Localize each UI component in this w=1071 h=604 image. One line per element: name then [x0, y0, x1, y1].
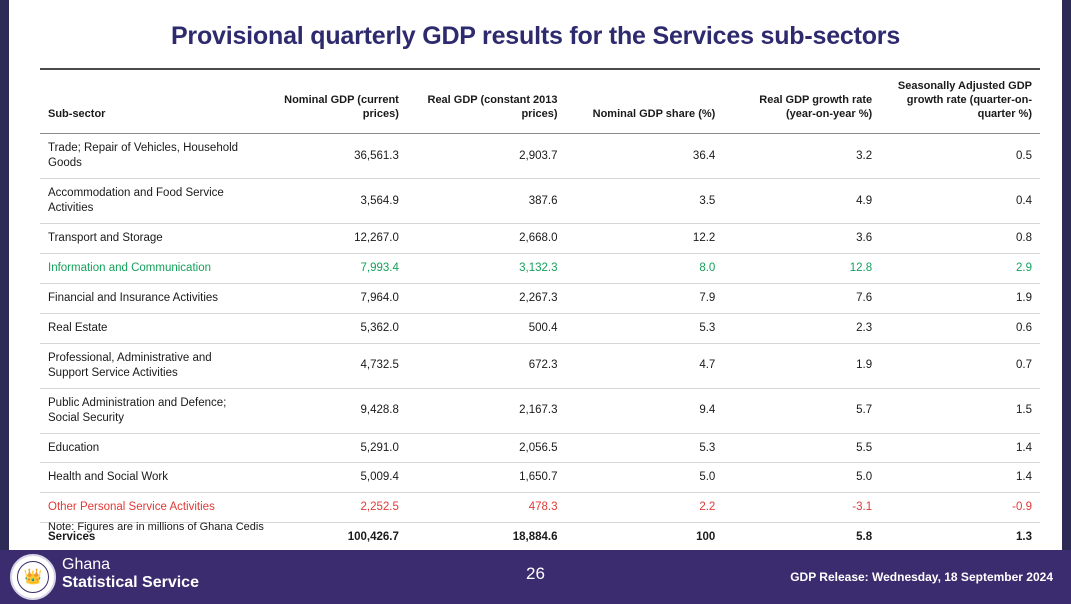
cell-nominal-share: 7.9 [566, 283, 724, 313]
cell-nominal-gdp: 7,964.0 [248, 283, 407, 313]
cell-sub-sector: Information and Communication [40, 253, 248, 283]
cell-real-gdp: 478.3 [407, 493, 566, 523]
column-header-nominal-gdp: Nominal GDP (current prices) [248, 69, 407, 134]
cell-sa-growth: 0.7 [880, 343, 1040, 388]
cell-nominal-gdp: 5,362.0 [248, 313, 407, 343]
cell-nominal-share: 9.4 [566, 388, 724, 433]
table-row [40, 224, 1040, 254]
cell-sub-sector: Public Administration and Defence; Social Security [40, 388, 248, 433]
cell-total-label: Services [40, 523, 248, 553]
table-row [40, 283, 1040, 313]
cell-real-growth: 5.0 [723, 463, 880, 493]
cell-sub-sector: Professional, Administrative and Support Service Activities [40, 343, 248, 388]
cell-total-real-gdp: 18,884.6 [407, 523, 566, 553]
table-row-highlight-red [40, 493, 1040, 523]
cell-nominal-gdp: 7,993.4 [248, 253, 407, 283]
cell-sub-sector: Real Estate [40, 313, 248, 343]
slide-left-border [0, 0, 9, 604]
slide-footer [0, 550, 1071, 604]
cell-nominal-share: 36.4 [566, 134, 724, 179]
cell-nominal-gdp: 2,252.5 [248, 493, 407, 523]
cell-sa-growth: 2.9 [880, 253, 1040, 283]
cell-real-gdp: 1,650.7 [407, 463, 566, 493]
cell-real-gdp: 672.3 [407, 343, 566, 388]
cell-real-gdp: 2,267.3 [407, 283, 566, 313]
cell-sub-sector: Health and Social Work [40, 463, 248, 493]
release-date: GDP Release: Wednesday, 18 September 2024 [790, 570, 1053, 584]
cell-nominal-gdp: 5,009.4 [248, 463, 407, 493]
cell-nominal-gdp: 12,267.0 [248, 224, 407, 254]
cell-real-growth: 4.9 [723, 179, 880, 224]
cell-sa-growth: 1.4 [880, 433, 1040, 463]
cell-real-gdp: 3,132.3 [407, 253, 566, 283]
cell-real-growth: 2.3 [723, 313, 880, 343]
cell-sa-growth: 1.5 [880, 388, 1040, 433]
table-row [40, 343, 1040, 388]
cell-total-real-growth: 5.8 [723, 523, 880, 553]
cell-nominal-share: 2.2 [566, 493, 724, 523]
cell-nominal-share: 12.2 [566, 224, 724, 254]
cell-sa-growth: 0.5 [880, 134, 1040, 179]
cell-nominal-share: 3.5 [566, 179, 724, 224]
table-row [40, 388, 1040, 433]
footer-brand-line1: Ghana [62, 556, 111, 573]
cell-nominal-gdp: 3,564.9 [248, 179, 407, 224]
cell-sa-growth: 0.8 [880, 224, 1040, 254]
cell-sub-sector: Education [40, 433, 248, 463]
cell-nominal-share: 5.0 [566, 463, 724, 493]
cell-sa-growth: 0.6 [880, 313, 1040, 343]
cell-sa-growth: 0.4 [880, 179, 1040, 224]
cell-real-growth: 1.9 [723, 343, 880, 388]
cell-total-sa-growth: 1.3 [880, 523, 1040, 553]
cell-real-gdp: 2,668.0 [407, 224, 566, 254]
table-header-row [40, 69, 1040, 134]
cell-real-growth: 5.7 [723, 388, 880, 433]
cell-real-growth: 5.5 [723, 433, 880, 463]
cell-real-gdp: 387.6 [407, 179, 566, 224]
footer-brand-line2: Statistical Service [62, 574, 199, 592]
table-row [40, 179, 1040, 224]
table-header [40, 69, 1040, 134]
cell-sub-sector: Accommodation and Food Service Activities [40, 179, 248, 224]
cell-sub-sector: Financial and Insurance Activities [40, 283, 248, 313]
cell-nominal-share: 5.3 [566, 433, 724, 463]
cell-total-nominal-share: 100 [566, 523, 724, 553]
cell-real-growth: 7.6 [723, 283, 880, 313]
cell-nominal-share: 8.0 [566, 253, 724, 283]
table-row [40, 313, 1040, 343]
cell-real-gdp: 500.4 [407, 313, 566, 343]
cell-nominal-gdp: 9,428.8 [248, 388, 407, 433]
table-row [40, 433, 1040, 463]
cell-sa-growth: 1.9 [880, 283, 1040, 313]
column-header-sa-growth: Seasonally Adjusted GDP growth rate (quarter-on-quarter %) [880, 69, 1040, 134]
cell-sub-sector: Trade; Repair of Vehicles, Household Goods [40, 134, 248, 179]
cell-real-gdp: 2,167.3 [407, 388, 566, 433]
cell-nominal-share: 4.7 [566, 343, 724, 388]
cell-nominal-gdp: 4,732.5 [248, 343, 407, 388]
cell-real-growth: 3.6 [723, 224, 880, 254]
cell-nominal-share: 5.3 [566, 313, 724, 343]
table-row [40, 463, 1040, 493]
cell-sa-growth: -0.9 [880, 493, 1040, 523]
logo-emblem-icon: 👑 [23, 568, 43, 586]
cell-real-gdp: 2,903.7 [407, 134, 566, 179]
cell-real-growth: 3.2 [723, 134, 880, 179]
table-row [40, 134, 1040, 179]
column-header-nominal-share: Nominal GDP share (%) [566, 69, 724, 134]
cell-nominal-gdp: 5,291.0 [248, 433, 407, 463]
cell-sub-sector: Other Personal Service Activities [40, 493, 248, 523]
table-row-highlight-green [40, 253, 1040, 283]
column-header-real-gdp: Real GDP (constant 2013 prices) [407, 69, 566, 134]
column-header-real-growth: Real GDP growth rate (year-on-year %) [723, 69, 880, 134]
cell-sub-sector: Transport and Storage [40, 224, 248, 254]
gdp-table [40, 68, 1040, 553]
cell-real-growth: -3.1 [723, 493, 880, 523]
table-body [40, 134, 1040, 553]
slide-content [9, 0, 1062, 604]
column-header-sub-sector: Sub-sector [40, 69, 248, 134]
page-number: 26 [526, 564, 545, 583]
cell-sa-growth: 1.4 [880, 463, 1040, 493]
cell-real-growth: 12.8 [723, 253, 880, 283]
cell-nominal-gdp: 36,561.3 [248, 134, 407, 179]
page-title: Provisional quarterly GDP results for the Services sub-sectors [170, 22, 901, 50]
table-note: Note: Figures are in millions of Ghana Cedis [48, 521, 264, 533]
cell-real-gdp: 2,056.5 [407, 433, 566, 463]
cell-total-nominal-gdp: 100,426.7 [248, 523, 407, 553]
slide-right-border [1062, 0, 1071, 604]
